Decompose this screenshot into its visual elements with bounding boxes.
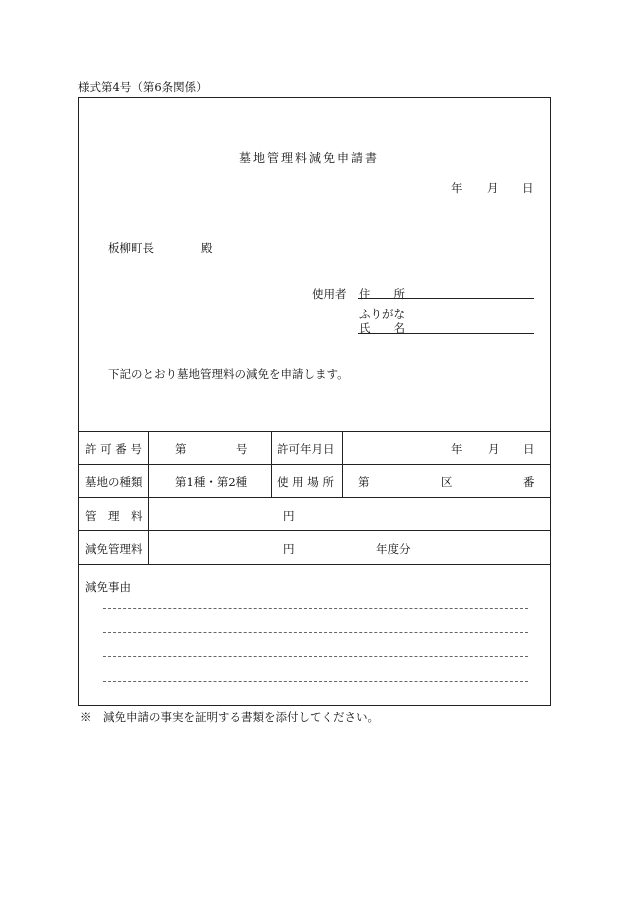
reduced-fee-unit: 円 [283,542,295,556]
table-border [271,431,272,497]
table-border [148,431,149,564]
reduced-fee-year: 年度分 [376,542,411,556]
reason-line[interactable] [103,681,528,682]
name-label: 氏 名 [359,321,405,335]
location-dai: 第 [358,475,370,489]
permit-date-month: 月 [488,442,500,456]
fee-unit: 円 [283,509,295,523]
table-border [342,431,343,497]
grave-type-label: 墓地の種類 [85,475,143,489]
address-field[interactable] [358,298,534,299]
permit-date-year: 年 [451,442,463,456]
submission-date-year: 年 [451,181,463,195]
address-label: 住 所 [359,287,405,301]
reason-line[interactable] [103,608,528,609]
addressee-honorific: 殿 [201,241,213,255]
name-field[interactable] [358,333,534,334]
reason-line[interactable] [103,632,528,633]
location-ban: 番 [523,475,535,489]
addressee-name: 板柳町長 [108,241,154,255]
form-title: 墓地管理料減免申請書 [239,151,380,165]
table-border [78,564,551,565]
permit-date-label: 許可年月日 [277,442,335,456]
statement-text: 下記のとおり墓地管理料の減免を申請します。 [108,367,349,381]
submission-date-day: 日 [522,181,534,195]
form-frame [78,97,551,706]
grave-type-value: 第1種・第2種 [175,475,248,489]
reduced-fee-label: 減免管理料 [85,542,143,556]
permit-date-day: 日 [523,442,535,456]
permit-number-label: 許 可 番 号 [85,442,142,456]
reason-label: 減免事由 [85,580,131,594]
furigana-label: ふりがな [359,307,405,321]
reason-line[interactable] [103,656,528,657]
footnote: ※ 減免申請の事実を証明する書類を添付してください。 [80,710,379,724]
location-label: 使 用 場 所 [277,475,334,489]
fee-label: 管 理 料 [85,509,143,523]
permit-number-go: 号 [236,442,248,456]
location-ku: 区 [441,475,453,489]
permit-number-dai: 第 [175,442,187,456]
submission-date-month: 月 [487,181,499,195]
form-number: 様式第4号（第6条関係） [78,80,208,94]
applicant-label: 使用者 [312,287,347,301]
